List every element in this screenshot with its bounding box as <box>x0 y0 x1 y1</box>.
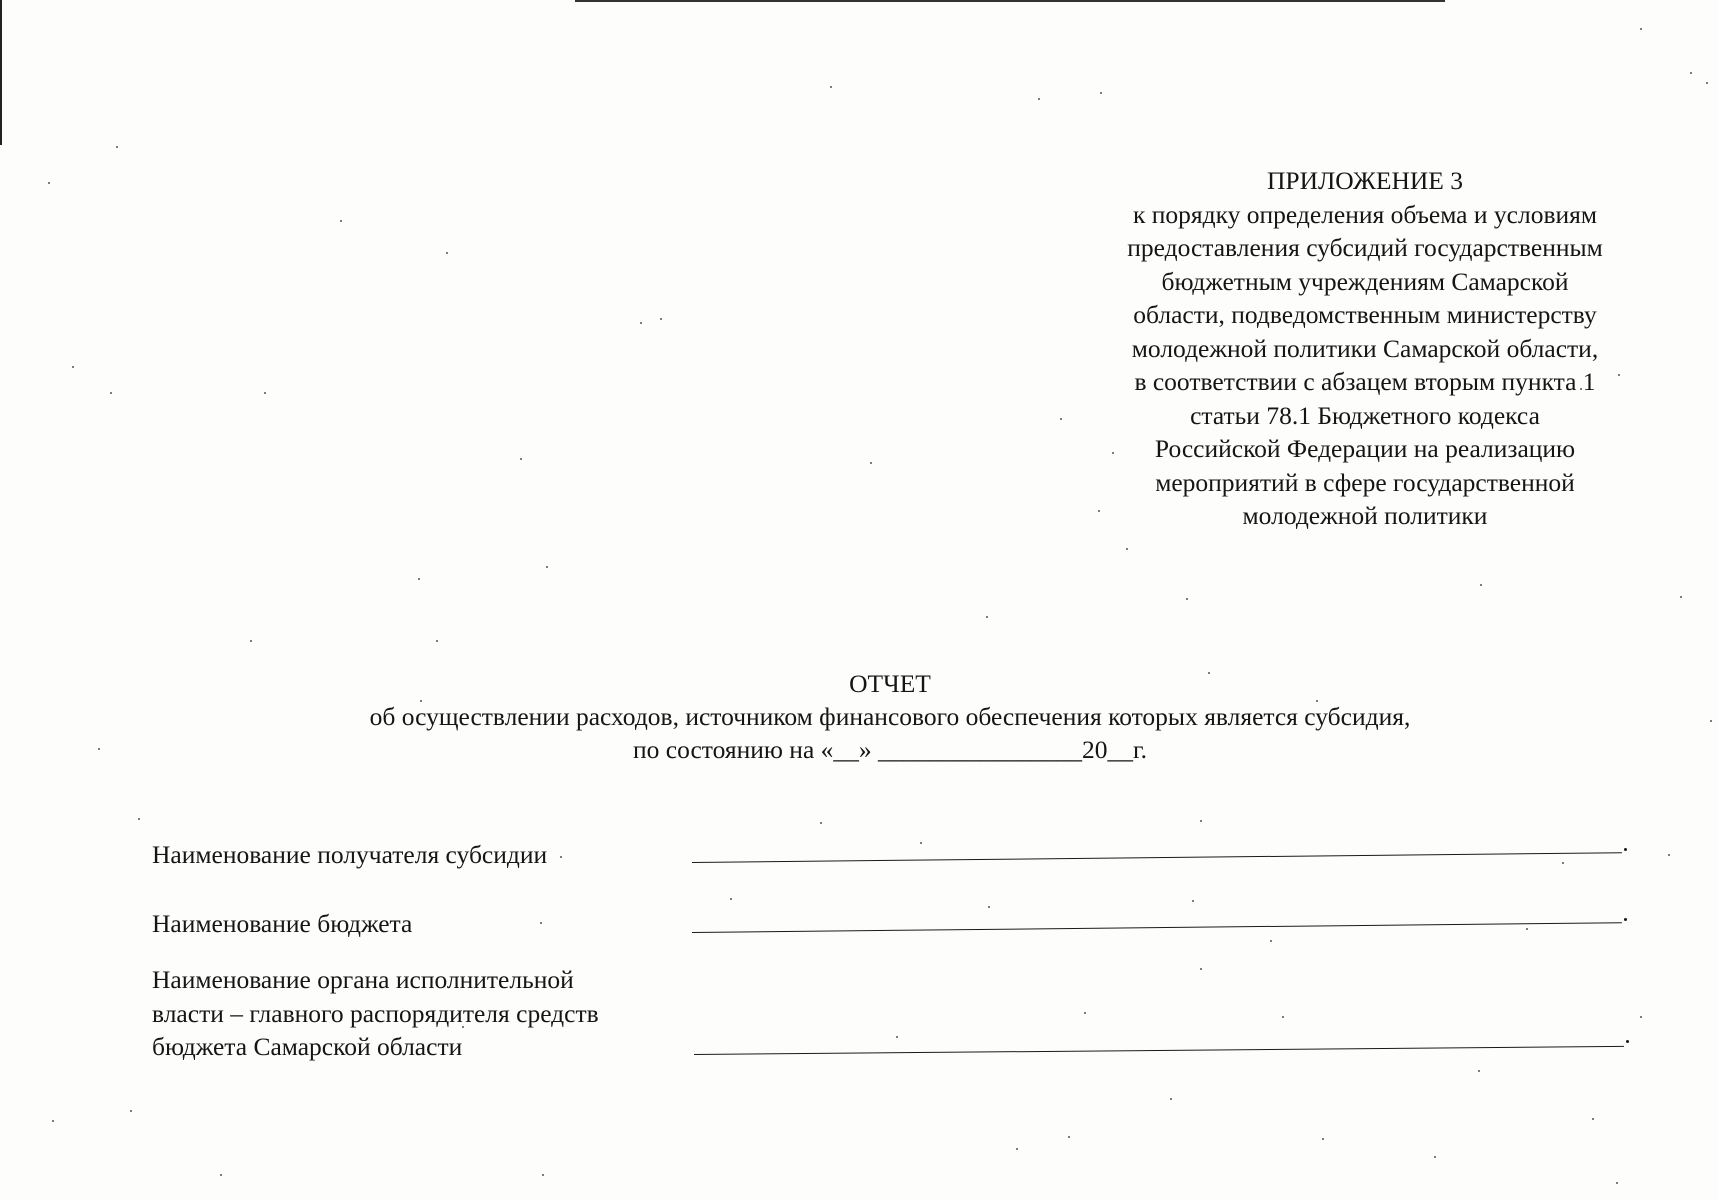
scan-speck <box>830 86 832 88</box>
recipient-input-line[interactable] <box>692 852 1622 863</box>
scan-speck <box>48 182 50 184</box>
scan-speck <box>660 318 662 320</box>
scan-speck <box>1592 1118 1594 1120</box>
scan-speck <box>1526 928 1528 930</box>
budget-label: Наименование бюджета <box>152 909 413 938</box>
appendix-header <box>1045 164 1685 533</box>
scan-speck <box>1680 596 1682 598</box>
appendix-line: области, подведомственным министерству <box>1133 300 1597 329</box>
scan-speck <box>1434 1156 1436 1158</box>
scan-speck <box>110 392 112 394</box>
scan-speck <box>520 458 522 460</box>
scan-speck <box>1690 72 1692 74</box>
scan-speck <box>920 842 922 844</box>
scan-speck <box>130 1110 132 1112</box>
budget-line-dot <box>1624 918 1627 921</box>
scan-speck <box>1192 900 1194 902</box>
scan-speck <box>1100 92 1102 94</box>
scan-speck <box>1640 1016 1642 1018</box>
appendix-line: бюджетным учреждениям Самарской <box>1161 266 1569 296</box>
scan-speck <box>1186 598 1188 600</box>
scan-speck <box>540 922 542 924</box>
appendix-line: к порядку определения объема и условиям <box>1133 199 1597 229</box>
budget-input-line[interactable] <box>692 922 1622 933</box>
report-subtitle: об осуществлении расходов, источником финансового обеспечения которых является субсидия, <box>369 702 1411 731</box>
scan-edge-left <box>0 0 2 145</box>
report-title-block <box>200 667 1580 766</box>
scan-speck <box>220 1174 222 1176</box>
scan-speck <box>1200 968 1202 970</box>
scan-speck <box>546 566 548 568</box>
scan-speck <box>1562 862 1564 864</box>
scan-speck <box>340 220 342 222</box>
scan-speck <box>436 640 438 642</box>
scan-speck <box>138 818 140 820</box>
scan-speck <box>1616 1182 1618 1184</box>
scan-speck <box>446 252 448 254</box>
appendix-line: статьи 78.1 Бюджетного кодекса <box>1190 400 1540 430</box>
scan-speck <box>896 1036 898 1038</box>
scan-speck <box>1282 1016 1284 1018</box>
scan-speck <box>1710 720 1712 722</box>
report-date-line: по состоянию на «__» ________________20__г. <box>633 735 1147 764</box>
authority-input-line[interactable] <box>694 1046 1624 1055</box>
scan-speck <box>1084 1012 1086 1014</box>
scan-speck <box>98 748 100 750</box>
scan-speck <box>1478 1070 1480 1072</box>
scan-speck <box>116 146 118 148</box>
appendix-line: молодежной политики <box>1242 501 1488 530</box>
appendix-line: мероприятий в сфере государственной <box>1155 467 1575 497</box>
scan-speck <box>1170 1098 1172 1100</box>
scan-speck <box>1068 1136 1070 1138</box>
scan-speck <box>1322 1138 1324 1140</box>
scan-speck <box>1016 1148 1018 1150</box>
report-title: ОТЧЕТ <box>849 669 931 698</box>
scan-speck <box>560 856 562 858</box>
scan-speck <box>1668 854 1670 856</box>
scan-speck <box>820 822 822 824</box>
scan-speck <box>1200 820 1202 822</box>
scan-speck <box>52 1120 54 1122</box>
recipient-label: Наименование получателя субсидии <box>152 840 548 869</box>
scan-speck <box>988 906 990 908</box>
scan-speck <box>1640 28 1642 30</box>
scan-speck <box>542 1174 544 1176</box>
recipient-line-dot <box>1624 848 1627 851</box>
scan-speck <box>640 322 642 324</box>
appendix-line: молодежной политики Самарской области, <box>1131 333 1599 363</box>
appendix-line: предоставления субсидий государственным <box>1127 233 1603 262</box>
scan-speck <box>730 898 732 900</box>
scan-speck <box>72 366 74 368</box>
scan-speck <box>1126 548 1128 550</box>
scan-edge-top <box>575 0 1445 2</box>
appendix-line: Российской Федерации на реализацию <box>1154 434 1576 463</box>
scan-speck <box>1270 940 1272 942</box>
authority-label: Наименование органа исполнительной власти – главного распорядителя средств бюджета Самарской области <box>152 965 599 1061</box>
scan-speck <box>986 616 988 618</box>
scan-speck <box>1706 82 1708 84</box>
scan-speck <box>1480 584 1482 586</box>
scan-speck <box>264 392 266 394</box>
appendix-title: ПРИЛОЖЕНИЕ 3 <box>1266 166 1464 195</box>
scan-speck <box>870 462 872 464</box>
appendix-line: в соответствии с абзацем вторым пункта 1 <box>1134 367 1596 396</box>
scan-speck <box>250 640 252 642</box>
authority-line-dot <box>1626 1040 1629 1043</box>
scan-speck <box>1038 98 1040 100</box>
scan-speck <box>418 578 420 580</box>
